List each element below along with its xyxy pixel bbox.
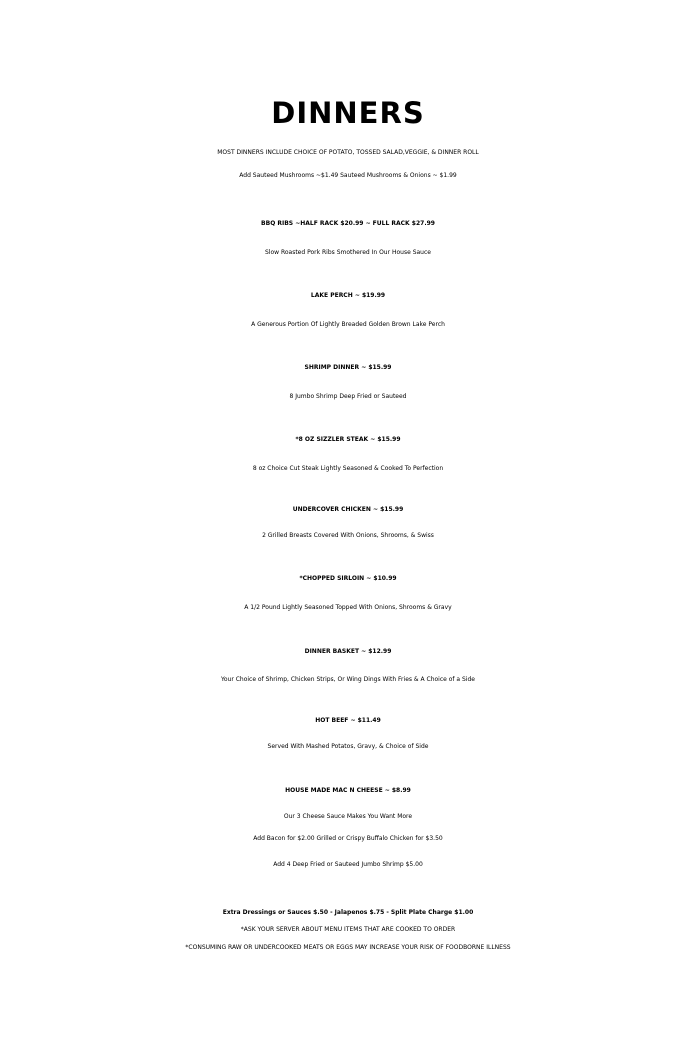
extra-charges-line: Extra Dressings or Sauces $.50 - Jalapenos $.75 - Split Plate Charge $1.00: [222, 909, 474, 916]
item-desc-lake-perch: A Generous Portion Of Lightly Breaded Golden Brown Lake Perch: [251, 321, 445, 328]
item-name-mac-n-cheese: HOUSE MADE MAC N CHEESE ~ $8.99: [285, 787, 411, 794]
item-name-undercover-chicken: UNDERCOVER CHICKEN ~ $15.99: [292, 506, 404, 513]
cooked-to-order-note: *ASK YOUR SERVER ABOUT MENU ITEMS THAT ARE COOKED TO ORDER: [240, 926, 456, 933]
menu-subtitle: MOST DINNERS INCLUDE CHOICE OF POTATO, TOSSED SALAD,VEGGIE, & DINNER ROLL: [217, 149, 479, 156]
item-desc-dinner-basket: Your Choice of Shrimp, Chicken Strips, Or Wing Dings With Fries & A Choice of a Side: [220, 676, 475, 683]
item-name-sizzler-steak: *8 OZ SIZZLER STEAK ~ $15.99: [295, 436, 401, 443]
item-desc-chopped-sirloin: A 1/2 Pound Lightly Seasoned Topped With Onions, Shrooms & Gravy: [244, 604, 452, 611]
item-name-hot-beef: HOT BEEF ~ $11.49: [315, 717, 381, 724]
item-desc-hot-beef: Served With Mashed Potatos, Gravy, & Choice of Side: [267, 743, 429, 750]
item-desc-bbq-ribs: Slow Roasted Pork Ribs Smothered In Our House Sauce: [265, 249, 431, 256]
mac-n-cheese-note: Our 3 Cheese Sauce Makes You Want More: [283, 813, 413, 820]
item-desc-undercover-chicken: 2 Grilled Breasts Covered With Onions, Shrooms, & Swiss: [262, 532, 434, 539]
item-name-dinner-basket: DINNER BASKET ~ $12.99: [304, 648, 392, 655]
foodborne-illness-warning: *CONSUMING RAW OR UNDERCOOKED MEATS OR EGGS MAY INCREASE YOUR RISK OF FOODBORNE ILLNESS: [185, 944, 511, 951]
mac-n-cheese-addon-2: Add 4 Deep Fried or Sauteed Jumbo Shrimp $5.00: [273, 861, 423, 868]
addons-line: Add Sauteed Mushrooms ~$1.49 Sauteed Mushrooms & Onions ~ $1.99: [239, 172, 457, 179]
mac-n-cheese-addon-1: Add Bacon for $2.00 Grilled or Crispy Buffalo Chicken for $3.50: [253, 835, 443, 842]
item-name-lake-perch: LAKE PERCH ~ $19.99: [310, 292, 386, 299]
item-name-shrimp-dinner: SHRIMP DINNER ~ $15.99: [304, 364, 392, 371]
page-title: DINNERS: [271, 96, 425, 130]
item-desc-shrimp-dinner: 8 Jumbo Shrimp Deep Fried or Sauteed: [289, 393, 407, 400]
item-name-bbq-ribs: BBQ RIBS ~HALF RACK $20.99 ~ FULL RACK $27.99: [261, 220, 435, 227]
item-desc-sizzler-steak: 8 oz Choice Cut Steak Lightly Seasoned & Cooked To Perfection: [252, 465, 444, 472]
item-name-chopped-sirloin: *CHOPPED SIRLOIN ~ $10.99: [299, 575, 397, 582]
